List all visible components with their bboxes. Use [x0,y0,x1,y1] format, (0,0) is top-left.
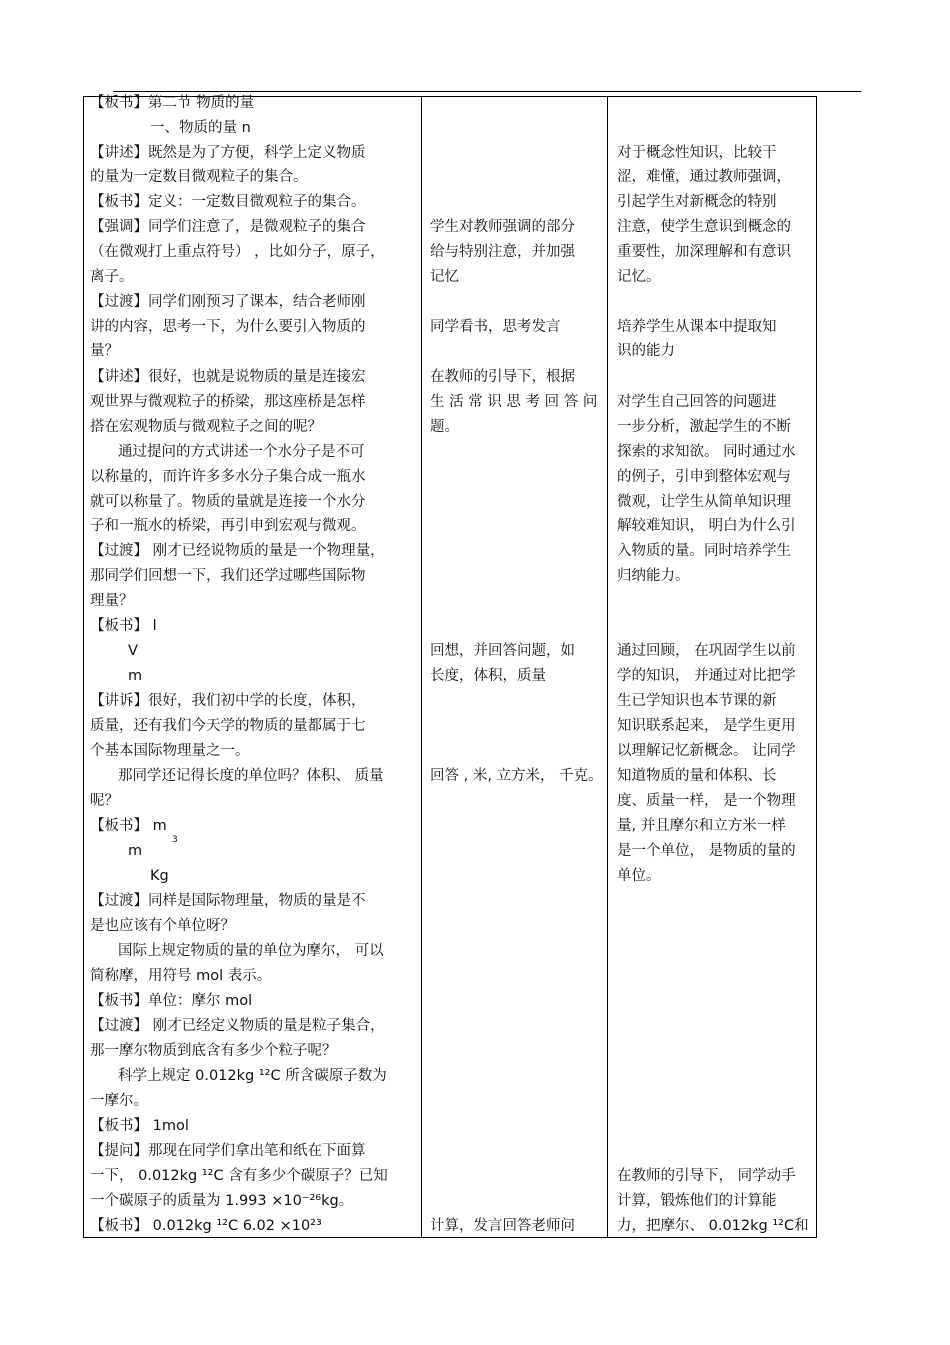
intent-text-line: 生已学知识也本节课的新 [617,693,777,709]
student-text-line: 题。 [430,419,459,435]
intent-text-line: 通过回顾， 在巩固学生以前 [617,643,796,659]
teacher-text-line: 一摩尔。 [90,1093,148,1109]
teacher-text-line: 【过渡】 刚才已经定义物质的量是粒子集合， [90,1018,385,1034]
teacher-text-line: 【板书】 m [90,818,167,834]
student-text-line: 学生对教师强调的部分 [430,219,575,235]
intent-text-line: 知道物质的量和体积、长 [617,768,777,784]
student-text-line: 生 活 常 识 思 考 回 答 问 [430,394,598,410]
teacher-text-line: 子和一瓶水的桥梁，再引申到宏观与微观。 [90,518,366,534]
teacher-text-line: 就可以称量了。物质的量就是连接一个水分 [90,494,366,510]
teacher-text-line: 【讲诉】很好，我们初中学的长度，体积， [90,693,366,709]
intent-text-line: 识的能力 [617,343,675,359]
intent-text-line: 一步分析，激起学生的不断 [617,419,791,435]
teacher-text-line: 是也应该有个单位呀？ [90,918,235,934]
intent-text-line: 是一个单位， 是物质的量的 [617,843,796,859]
intent-text-line: 知识联系起来， 是学生更用 [617,718,796,734]
intent-text-line: 解较难知识， 明白为什么引 [617,518,796,534]
intent-text-line: 记忆。 [617,269,661,285]
teacher-text-line: 【过渡】同学们刚预习了课本，结合老师刚 [90,294,366,310]
teacher-text-line: 离子。 [90,269,134,285]
teacher-text-line: 搭在宏观物质与微观粒子之间的呢？ [90,419,322,435]
teacher-text-line: 国际上规定物质的量的单位为摩尔， 可以 [118,943,384,959]
teacher-text-line: 的量为一定数目微观粒子的集合。 [90,169,308,185]
teacher-text-line: 【板书】 l [90,618,157,634]
teacher-text-line: 一个碳原子的质量为 1.993 ×10⁻²⁶kg。 [90,1193,354,1209]
superscript-mark: 3 [172,835,178,845]
intent-text-line: 注意，使学生意识到概念的 [617,219,791,235]
teacher-text-line: 理量？ [90,593,134,609]
intent-text-line: 涩，难懂，通过教师强调， [617,169,791,185]
intent-text-line: 计算，锻炼他们的计算能 [617,1193,777,1209]
teacher-text-line: 【提问】那现在同学们拿出笔和纸在下面算 [90,1143,366,1159]
teacher-text-line: 【过渡】 刚才已经说物质的量是一个物理量， [90,543,385,559]
intent-text-line: 的例子，引申到整体宏观与 [617,469,791,485]
teacher-text-line: （在微观打上重点符号） ，比如分子，原子， [90,244,385,260]
lesson-plan-table [83,96,817,1238]
column-divider-1 [421,97,422,1237]
teacher-text-line: 那同学还记得长度的单位吗？体积、 质量 [118,768,384,784]
intent-text-line: 对学生自己回答的问题进 [617,394,777,410]
intent-text-line: 重要性，加深理解和有意识 [617,244,791,260]
teacher-text-line: 个基本国际物理量之一。 [90,743,250,759]
teacher-text-line: 一、物质的量 n [150,120,251,136]
teacher-text-line: 【板书】第二节 物质的量 [90,95,255,111]
teacher-text-line: 一下， 0.012kg ¹²C 含有多少个碳原子？已知 [90,1168,388,1184]
student-text-line: 同学看书，思考发言 [430,319,561,335]
intent-text-line: 力，把摩尔、 0.012kg ¹²C和 [617,1218,809,1234]
intent-text-line: 微观，让学生从简单知识理 [617,494,791,510]
teacher-text-line: 通过提问的方式讲述一个水分子是不可 [118,444,365,460]
intent-text-line: 入物质的量。同时培养学生 [617,543,791,559]
teacher-text-line: 呢？ [90,793,119,809]
student-text-line: 长度，体积，质量 [430,668,546,684]
student-text-line: 在教师的引导下，根据 [430,369,575,385]
teacher-text-line: 讲的内容，思考一下，为什么要引入物质的 [90,319,366,335]
teacher-text-line: 【讲述】很好，也就是说物质的量是连接宏 [90,369,366,385]
teacher-text-line: 简称摩，用符号 mol 表示。 [90,968,272,984]
teacher-text-line: 【板书】单位：摩尔 mol [90,993,253,1009]
intent-text-line: 以理解记忆新概念。 让同学 [617,743,796,759]
column-divider-2 [607,97,608,1237]
intent-text-line: 引起学生对新概念的特别 [617,194,777,210]
intent-text-line: 归纳能力。 [617,568,690,584]
teacher-text-line: V [128,643,138,659]
intent-text-line: 培养学生从课本中提取知 [617,319,777,335]
teacher-text-line: m [128,843,143,859]
teacher-text-line: 质量，还有我们今天学的物质的量都属于七 [90,718,366,734]
teacher-text-line: 【板书】 1mol [90,1118,189,1134]
student-text-line: 给与特别注意，并加强 [430,244,575,260]
student-text-line: 回答 , 米, 立方米， 千克。 [430,768,603,784]
intent-text-line: 在教师的引导下， 同学动手 [617,1168,796,1184]
teacher-text-line: 【过渡】同样是国际物理量，物质的量是不 [90,893,366,909]
teacher-text-line: 【板书】定义：一定数目微观粒子的集合。 [90,194,366,210]
teacher-text-line: 以称量的，而许许多多水分子集合成一瓶水 [90,469,366,485]
intent-text-line: 学的知识， 并通过对比把学 [617,668,796,684]
student-text-line: 回想，并回答问题，如 [430,643,575,659]
intent-text-line: 度、质量一样， 是一个物理 [617,793,796,809]
intent-text-line: 对于概念性知识，比较干 [617,145,777,161]
teacher-text-line: 【讲述】既然是为了方便，科学上定义物质 [90,145,366,161]
teacher-text-line: 量？ [90,343,119,359]
teacher-text-line: 那一摩尔物质到底含有多少个粒子呢？ [90,1043,337,1059]
page-top-rule [113,91,861,92]
teacher-text-line: 科学上规定 0.012kg ¹²C 所含碳原子数为 [118,1068,387,1084]
intent-text-line: 量, 并且摩尔和立方米一样 [617,818,786,834]
teacher-text-line: m [128,668,143,684]
intent-text-line: 单位。 [617,868,661,884]
teacher-text-line: 观世界与微观粒子的桥梁，那这座桥是怎样 [90,394,366,410]
student-text-line: 记忆 [430,269,459,285]
intent-text-line: 探索的求知欲。 同时通过水 [617,444,796,460]
teacher-text-line: Kg [150,868,169,884]
student-text-line: 计算，发言回答老师问 [430,1218,575,1234]
teacher-text-line: 那同学们回想一下，我们还学过哪些国际物 [90,568,366,584]
teacher-text-line: 【板书】 0.012kg ¹²C 6.02 ×10²³ [90,1218,322,1234]
teacher-text-line: 【强调】同学们注意了，是微观粒子的集合 [90,219,366,235]
